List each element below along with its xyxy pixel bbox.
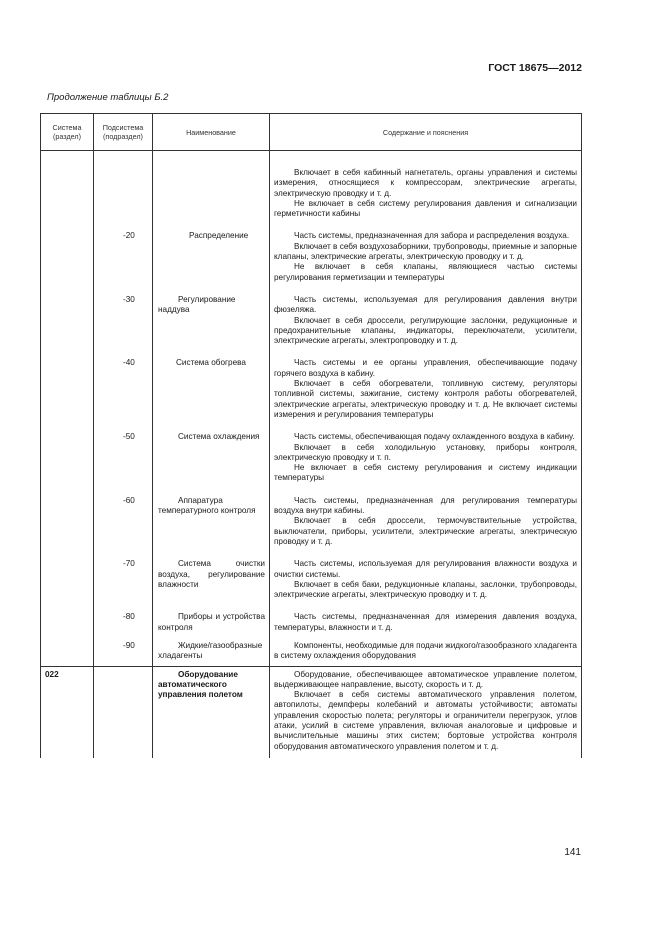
- content-cell: [270, 484, 582, 547]
- content-paragraph: Включает в себя холодильную установку, приборы контроля, электрическую проводку и т. п.: [274, 442, 577, 462]
- content-paragraph: Не включает в себя систему регулирования давления и сигнализации герметичности кабины: [274, 198, 577, 219]
- subsystem-cell: -50: [94, 420, 153, 483]
- table-row: [41, 165, 582, 219]
- subsystem-cell: [94, 666, 153, 758]
- name-cell: Аппаратура температурного контроля: [153, 484, 270, 547]
- table-row: [41, 219, 582, 282]
- column-header-name: Наименование: [153, 114, 270, 151]
- table-caption: Продолжение таблицы Б.2: [47, 92, 169, 103]
- subsystem-cell: -60: [94, 484, 153, 547]
- system-cell: [41, 346, 94, 420]
- subsystem-cell: -20: [94, 219, 153, 282]
- content-paragraph: Включает в себя обогреватели, топливную систему, регуляторы топливной системы, зажигание, систему контроля работы обогревателей, электрические агрегаты, электрическую проводку и т. д. Не включает системы измерения и регулирования температуры: [274, 379, 577, 419]
- content-paragraph: Часть системы и ее органы управления, обеспечивающие подачу горячего воздуха в кабину.: [274, 358, 577, 378]
- column-header-system: Система (раздел): [41, 114, 94, 151]
- content-cell: [270, 165, 582, 219]
- content-paragraph: Включает в себя дроссели, термочувствительные устройства, выключатели, приборы, усилители, электрические агрегаты, электрическую проводку и т. д.: [274, 516, 577, 546]
- subsystem-cell: -40: [94, 346, 153, 420]
- name-cell: Регулирование наддува: [153, 283, 270, 346]
- content-cell: [270, 666, 582, 758]
- classification-table: [40, 113, 582, 758]
- content-cell: [270, 283, 582, 346]
- content-paragraph: Не включает в себя клапаны, являющиеся частью системы регулирования герметизации и температуры: [274, 262, 577, 282]
- content-cell: [270, 219, 582, 282]
- subsystem-cell: -70: [94, 547, 153, 600]
- content-cell: [270, 346, 582, 420]
- name-cell: Система очистки воздуха, регулирование влажности: [153, 547, 270, 600]
- content-paragraph: Часть системы, предназначенная для регулирования температуры воздуха внутри кабины.: [274, 495, 577, 516]
- content-cell: [270, 633, 582, 666]
- table-row: [41, 600, 582, 633]
- subsystem-cell: [94, 165, 153, 219]
- table-header-row: [41, 114, 582, 151]
- table-row: [41, 283, 582, 346]
- subsystem-cell: -90: [94, 633, 153, 666]
- subsystem-cell: -80: [94, 600, 153, 633]
- system-cell: [41, 633, 94, 666]
- name-cell: Приборы и устройства контроля: [153, 600, 270, 633]
- table-row: [41, 633, 582, 666]
- table-row: [41, 666, 582, 758]
- content-cell: [270, 600, 582, 633]
- content-paragraph: Оборудование, обеспечивающее автоматическое управление полетом, выдерживающее направление, высоту, скорость и т. д.: [274, 669, 577, 689]
- system-cell: [41, 600, 94, 633]
- system-cell: [41, 283, 94, 346]
- table-row: [41, 346, 582, 420]
- system-cell: 022: [41, 666, 94, 758]
- name-cell: Жидкие/газообразные хладагенты: [153, 633, 270, 666]
- content-paragraph: Компоненты, необходимые для подачи жидкого/газообразного хладагента в систему охлаждения оборудования: [274, 640, 577, 661]
- content-paragraph: Включает в себя баки, редукционные клапаны, заслонки, трубопроводы, электрические агрегаты, электрическую проводку и т. д.: [274, 579, 577, 600]
- content-cell: [270, 420, 582, 483]
- content-paragraph: Включает в себя дроссели, регулирующие заслонки, редукционные и предохранительные клапаны, индикаторы, переключатели, усилители, электрические агрегаты, электропроводку и т. д.: [274, 315, 577, 346]
- content-paragraph: Не включает в себя систему регулирования и систему индикации температуры: [274, 463, 577, 483]
- system-cell: [41, 165, 94, 219]
- content-paragraph: Включает в себя воздухозаборники, трубопроводы, приемные и запорные клапаны, электрические агрегаты, электрическую проводку и т. д.: [274, 241, 577, 262]
- name-cell: Оборудование автоматического управления полетом: [153, 666, 270, 758]
- system-cell: [41, 547, 94, 600]
- content-paragraph: Включает в себя системы автоматического управления полетом, автопилоты, демпферы колебаний и автоматы устойчивости; автоматы управления скоростью полета; регуляторы и ограничители перегрузок, углов атаки, усилий в системе управления, включая аналоговые и цифровые и вычислительные машины этих систем; бортовые устройства контроля оборудования автоматического управления полетом и т. д.: [274, 690, 577, 751]
- column-header-subsystem: Подсистема (подраздел): [94, 114, 153, 151]
- name-cell: Система охлаждения: [153, 420, 270, 483]
- table-row: [41, 420, 582, 483]
- page-number: 141: [564, 847, 581, 858]
- content-cell: [270, 547, 582, 600]
- content-paragraph: Часть системы, используемая для регулирования влажности воздуха и очистки системы.: [274, 559, 577, 579]
- name-cell: Система обогрева: [153, 346, 270, 420]
- content-paragraph: Часть системы, предназначенная для забора и распределения воздуха.: [294, 231, 570, 241]
- column-header-content: Содержание и пояснения: [270, 114, 582, 151]
- content-paragraph: Часть системы, предназначенная для измерения давления воздуха, температуры, влажности и т. д.: [274, 612, 577, 632]
- system-cell: [41, 484, 94, 547]
- name-cell: [153, 165, 270, 219]
- system-cell: [41, 219, 94, 282]
- table-spacer-row: [41, 151, 582, 166]
- system-cell: [41, 420, 94, 483]
- document-code: ГОСТ 18675—2012: [488, 62, 582, 74]
- name-cell: Распределение: [153, 219, 270, 282]
- table-row: [41, 484, 582, 547]
- content-paragraph: Часть системы, обеспечивающая подачу охлажденного воздуха в кабину.: [294, 432, 575, 442]
- table-row: [41, 547, 582, 600]
- subsystem-cell: -30: [94, 283, 153, 346]
- content-paragraph: Включает в себя кабинный нагнетатель, органы управления и системы измерения, относящиеся к компрессорам, электрические агрегаты, электрическую проводку и т. д.: [274, 168, 577, 198]
- content-paragraph: Часть системы, используемая для регулирования давления внутри фюзеляжа.: [274, 294, 577, 315]
